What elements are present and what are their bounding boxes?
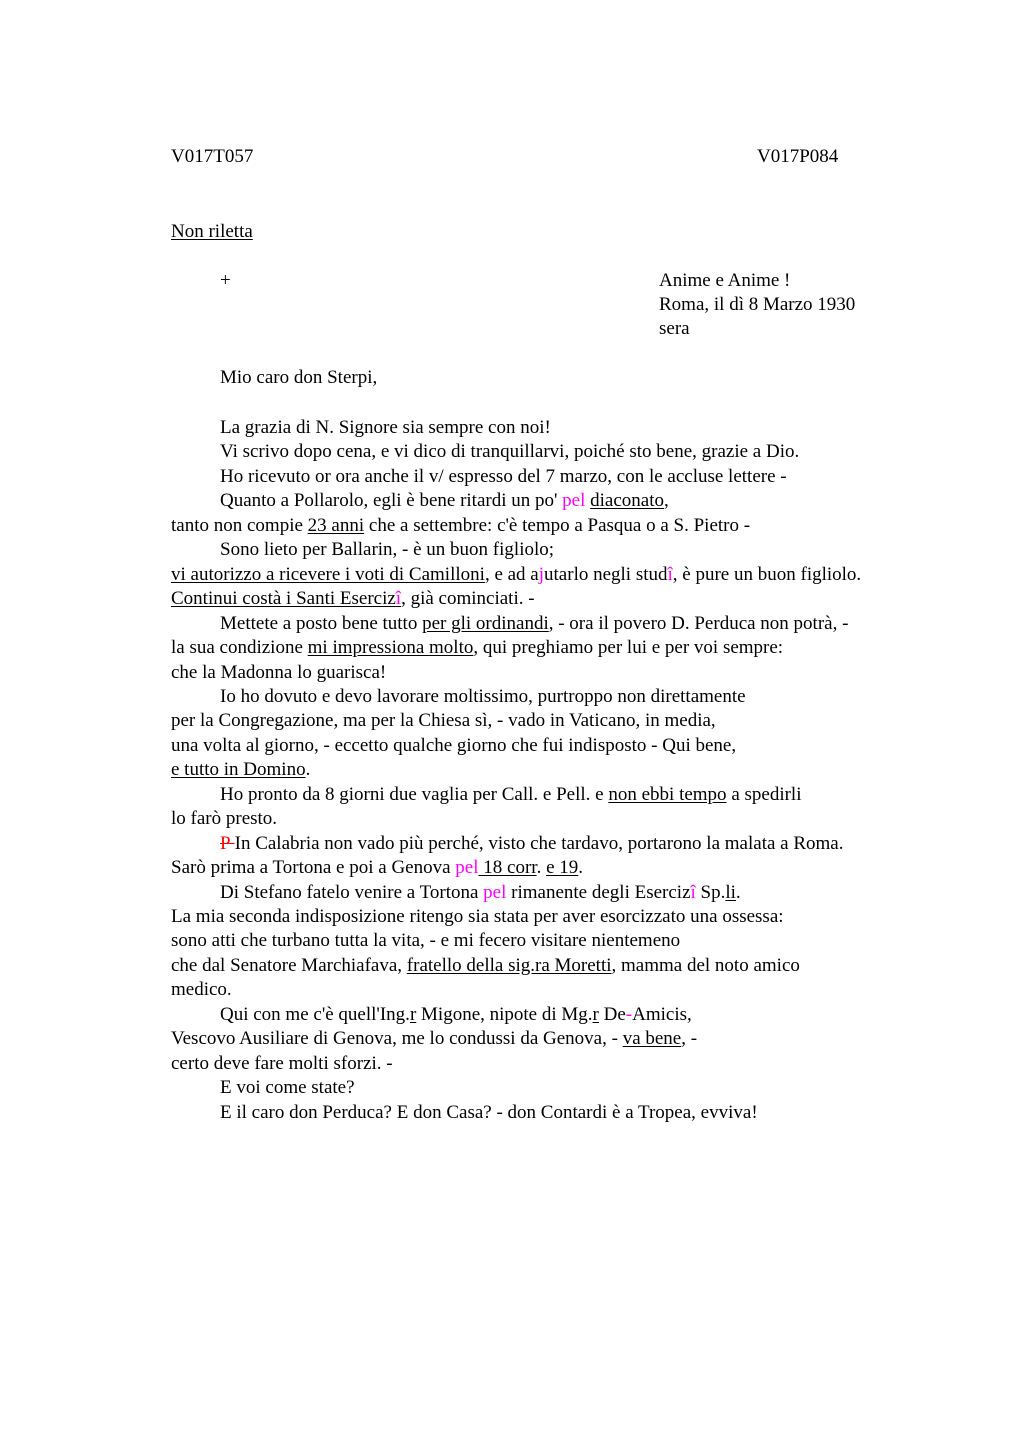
annotation-insertion: pel (562, 490, 586, 511)
annotation-insertion: pel (483, 882, 507, 903)
document-code-left: V017T057 (171, 146, 254, 167)
salutation: Mio caro don Sterpi, (220, 367, 378, 388)
letter-line: E il caro don Perduca? E don Casa? - don Contardi è a Tropea, evviva! (220, 1102, 758, 1123)
letter-line: sono atti che turbano tutta la vita, - e mi fecero visitare nientemeno (171, 930, 681, 951)
letter-line: Ho ricevuto or ora anche il v/ espresso del 7 marzo, con le accluse lettere - (220, 466, 787, 487)
letter-line: una volta al giorno, - eccetto qualche giorno che fui indisposto - Qui bene, (171, 735, 737, 756)
letter-line: tanto non compie 23 anni che a settembre: c'è tempo a Pasqua o a S. Pietro - (171, 515, 751, 536)
letter-line: Io ho dovuto e devo lavorare moltissimo, purtroppo non direttamente (220, 686, 746, 707)
letter-line: Vescovo Ausiliare di Genova, me lo condussi da Genova, - va bene, - (171, 1028, 698, 1049)
letter-line: e tutto in Domino. (171, 759, 311, 780)
letter-line: Ho pronto da 8 giorni due vaglia per Call. e Pell. e non ebbi tempo a spedirli (220, 784, 802, 805)
letter-line: lo farò presto. (171, 808, 278, 829)
letter-line: Continui costà i Santi Esercizî, già cominciati. - (171, 588, 535, 609)
letter-line: La mia seconda indisposizione ritengo sia stata per aver esorcizzato una ossessa: (171, 906, 784, 927)
letter-line: Qui con me c'è quell'Ing.r Migone, nipote di Mg.r De-Amicis, (220, 1004, 692, 1025)
annotation-insertion: î (395, 588, 402, 609)
letter-line: Vi scrivo dopo cena, e vi dico di tranquillarvi, poiché sto bene, grazie a Dio. (220, 441, 800, 462)
annotation-insertion: - (625, 1004, 633, 1025)
letter-line: P In Calabria non vado più perché, visto che tardavo, portarono la malata a Roma. (220, 833, 844, 854)
heading-line-1: Anime e Anime ! (659, 270, 791, 291)
annotation-insertion: î (690, 882, 696, 903)
letter-line: Sono lieto per Ballarin, - è un buon figliolo; (220, 539, 555, 560)
letter-line: E voi come state? (220, 1077, 355, 1098)
letter-line: Di Stefano fatelo venire a Tortona pel rimanente degli Esercizî Sp.li. (220, 882, 741, 903)
letter-line: Mettete a posto bene tutto per gli ordinandi, - ora il povero D. Perduca non potrà, - (220, 613, 849, 634)
letter-line: vi autorizzo a ricevere i voti di Camilloni, e ad ajutarlo negli studî, è pure un buon figliolo. (171, 564, 862, 585)
deleted-text: P (220, 833, 235, 854)
letter-line: che dal Senatore Marchiafava, fratello della sig.ra Moretti, mamma del noto amico (171, 955, 800, 976)
letter-line: medico. (171, 979, 232, 1000)
letter-line: la sua condizione mi impressiona molto, qui preghiamo per lui e per voi sempre: (171, 637, 784, 658)
cross-symbol: + (220, 270, 231, 291)
letter-line: Sarò prima a Tortona e poi a Genova pel 18 corr. e 19. (171, 857, 583, 878)
letter-line: Quanto a Pollarolo, egli è bene ritardi un po' pel diaconato, (220, 490, 669, 511)
letter-line: per la Congregazione, ma per la Chiesa sì, - vado in Vaticano, in media, (171, 710, 716, 731)
letter-line: che la Madonna lo guarisca! (171, 662, 387, 683)
annotation-insertion: î (667, 564, 673, 585)
document-code-right: V017P084 (757, 146, 839, 167)
letter-line: certo deve fare molti sforzi. - (171, 1053, 393, 1074)
time-of-day: sera (659, 318, 690, 339)
place-date-line: Roma, il dì 8 Marzo 1930 (659, 294, 856, 315)
unreviewed-note: Non riletta (171, 221, 253, 242)
letter-line: La grazia di N. Signore sia sempre con noi! (220, 417, 551, 438)
annotation-insertion: j (538, 564, 545, 585)
annotation-insertion: pel (455, 857, 479, 878)
